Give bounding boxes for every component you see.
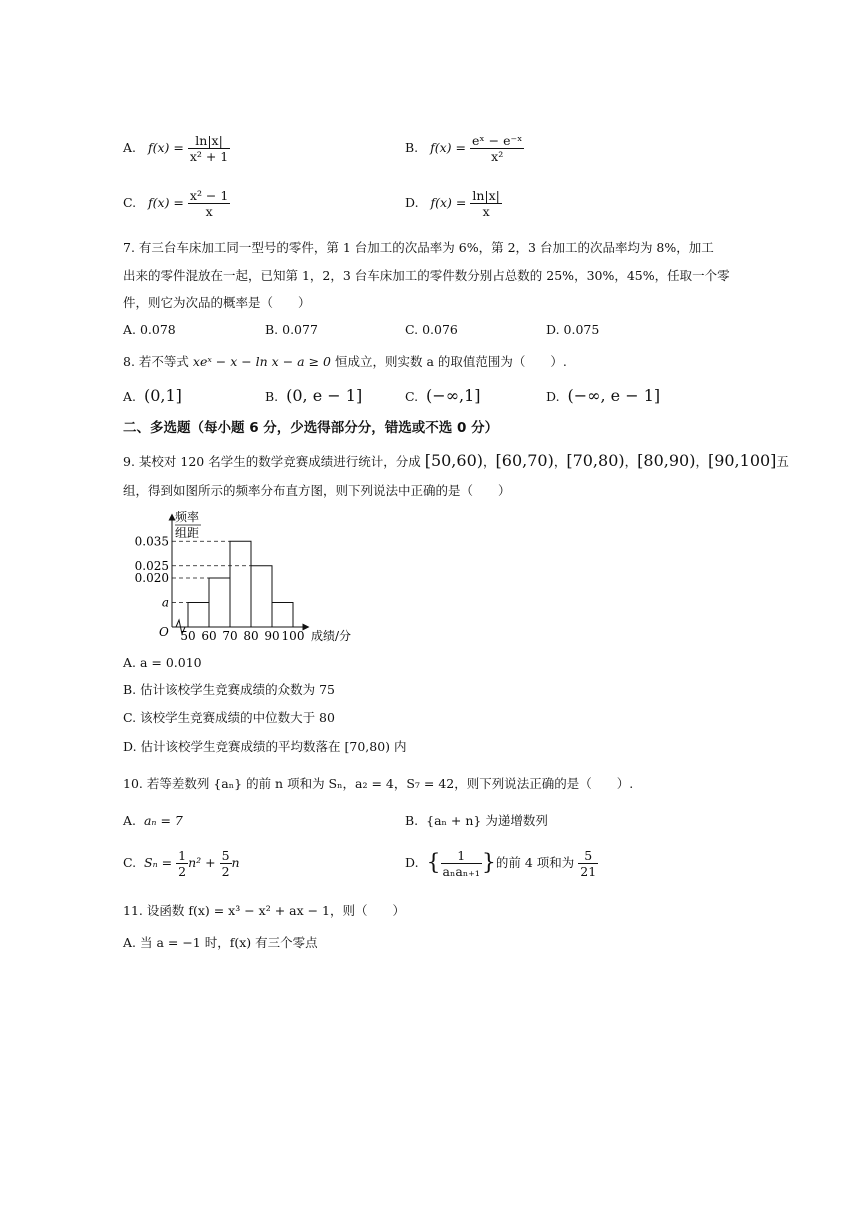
- hist-x-tick-label: 80: [243, 629, 259, 643]
- hist-x-tick-label: 50: [180, 629, 196, 643]
- numerator: 1: [441, 848, 482, 864]
- q9-stem-suffix: 五: [776, 454, 789, 469]
- option-label: D.: [546, 389, 560, 404]
- fraction: [176, 848, 188, 879]
- q9-group: [90,100]: [707, 451, 777, 470]
- y-label-bottom: 组距: [175, 526, 200, 540]
- numerator: ln|x|: [472, 188, 500, 203]
- fraction: [470, 188, 502, 219]
- q9-option-d: D. 估计该校学生竞赛成绩的平均数落在 [70,80) 内: [123, 739, 407, 754]
- option-label: C.: [123, 195, 137, 210]
- q9-stem-line-2: 组，得到如图所示的频率分布直方图，则下列说法中正确的是（ ）: [123, 483, 511, 498]
- q8-stem-prefix: 8. 若不等式: [123, 354, 189, 369]
- q6-option-c: [123, 188, 230, 219]
- hist-y-ticks: [135, 534, 169, 609]
- option-text: aₙ = 7: [143, 813, 183, 828]
- q7-stem-line-2: 出来的零件混放在一起，已知第 1，2，3 台车床加工的零件数分别占总数的 25%，30%，45%，任取一个零: [123, 268, 730, 283]
- y-label-top: 频率: [175, 510, 200, 524]
- hist-y-tick-label: 0.020: [134, 571, 169, 585]
- q7-option-d: D. 0.075: [546, 322, 600, 337]
- q9-group: [60,70): [495, 451, 554, 470]
- denominator: 21: [580, 864, 597, 879]
- numerator: 1: [178, 848, 187, 863]
- option-lhs: Sₙ =: [144, 855, 173, 870]
- hist-y-tick-label: a: [161, 595, 169, 610]
- hist-x-tick-label: 60: [201, 629, 217, 643]
- option-label: A.: [123, 813, 137, 828]
- option-mid: 的前 4 项和为: [495, 855, 575, 870]
- q9-stem-prefix: 9. 某校对 120 名学生的数学竞赛成绩进行统计，分成: [123, 454, 421, 469]
- fraction: [188, 133, 230, 164]
- frequency-histogram: [120, 505, 380, 645]
- q9-option-c: C. 该校学生竞赛成绩的中位数大于 80: [123, 710, 335, 725]
- option-label: A.: [123, 389, 137, 404]
- q9-option-a: A. a = 0.010: [123, 655, 202, 670]
- numerator: x² − 1: [189, 188, 229, 203]
- q9-stem-line-1: 9. 某校对 120 名学生的数学竞赛成绩进行统计，分成 [50,60)，[60,70)，[70,80)，[80,90)，[90,100]五: [123, 451, 789, 470]
- q8-option-c: [405, 388, 481, 405]
- q11-stem: 11. 设函数 f(x) = x³ − x² + ax − 1，则（ ）: [123, 903, 406, 918]
- fraction: [220, 848, 232, 879]
- fraction: [441, 848, 482, 879]
- numerator: 5: [221, 848, 230, 863]
- option-value: (0,1]: [143, 386, 182, 405]
- q7-option-a: A. 0.078: [123, 322, 176, 337]
- numerator: eˣ − e⁻ˣ: [471, 133, 523, 148]
- hist-bar: [188, 603, 209, 628]
- option-label: D.: [405, 855, 419, 870]
- q10-option-a: [123, 813, 183, 829]
- q10-option-c: [123, 848, 240, 879]
- option-mid: n² +: [188, 855, 216, 870]
- hist-bar: [272, 603, 293, 628]
- q7-option-b: B. 0.077: [265, 322, 318, 337]
- origin-label: O: [159, 625, 169, 639]
- q10-option-d: [405, 848, 598, 879]
- hist-bars: [188, 541, 293, 627]
- function-lhs: f(x) =: [148, 195, 184, 210]
- denominator: x: [482, 204, 490, 219]
- option-label: B.: [405, 813, 419, 828]
- option-label: D.: [405, 195, 419, 210]
- option-label: B.: [405, 140, 419, 155]
- q7-stem-line-3: 件，则它为次品的概率是（ ）: [123, 295, 311, 310]
- q8-inequality: xeˣ − x − ln x − a ≥ 0: [192, 354, 331, 369]
- function-lhs: f(x) =: [147, 140, 184, 155]
- q10-option-b: [405, 813, 548, 829]
- q8-option-b: [265, 388, 362, 405]
- option-value: (0, e − 1]: [286, 386, 363, 405]
- option-text: {aₙ + n} 为递增数列: [426, 813, 548, 828]
- numerator: 5: [578, 848, 598, 864]
- q8-option-d: [546, 388, 660, 405]
- hist-x-ticks: [180, 629, 304, 643]
- fraction: [578, 848, 598, 879]
- q9-group: [70,80): [566, 451, 625, 470]
- option-value: (−∞,1]: [426, 386, 481, 405]
- left-brace: {: [426, 850, 441, 876]
- hist-bar: [251, 566, 272, 627]
- q10-stem: 10. 若等差数列 {aₙ} 的前 n 项和为 Sₙ，a₂ = 4，S₇ = 42，则下列说法正确的是（ ）.: [123, 776, 634, 791]
- function-lhs: f(x) =: [430, 140, 466, 155]
- denominator: x: [205, 204, 213, 219]
- denominator: 2: [178, 864, 187, 879]
- hist-x-tick-label: 90: [264, 629, 280, 643]
- q9-group: [50,60): [424, 451, 483, 470]
- function-lhs: f(x) =: [430, 195, 467, 210]
- hist-y-tick-label: 0.025: [134, 558, 169, 573]
- q9-option-b: B. 估计该校学生竞赛成绩的众数为 75: [123, 682, 336, 697]
- fraction: [470, 133, 524, 164]
- hist-x-tick-label: 100: [281, 629, 305, 643]
- q8-stem-suffix: 恒成立，则实数 a 的取值范围为（ ）.: [334, 354, 567, 369]
- q11-option-a: A. 当 a = −1 时，f(x) 有三个零点: [123, 935, 318, 950]
- option-label: B.: [265, 389, 279, 404]
- hist-bar: [230, 541, 251, 627]
- hist-dashed-lines: [172, 541, 251, 602]
- option-label: C.: [123, 855, 137, 870]
- option-label: C.: [405, 389, 419, 404]
- q6-option-b: [405, 133, 524, 164]
- option-tail: n: [231, 855, 240, 870]
- denominator: x² + 1: [189, 149, 229, 164]
- q7-stem-line-1: 7. 有三台车床加工同一型号的零件，第 1 台加工的次品率为 6%，第 2，3 台加工的次品率均为 8%，加工: [123, 240, 714, 255]
- q9-group: [80,90): [637, 451, 696, 470]
- x-axis-label: 成绩/分: [311, 629, 352, 643]
- q6-option-a: [123, 133, 230, 164]
- fraction: [188, 188, 230, 219]
- section-title: 二、多选题（每小题 6 分，少选得部分分，错选或不选 0 分）: [123, 420, 499, 436]
- option-value: (−∞, e − 1]: [567, 386, 661, 405]
- q6-option-d: [405, 188, 502, 219]
- hist-x-tick-label: 70: [222, 629, 238, 643]
- option-label: A.: [123, 140, 137, 155]
- denominator: x²: [491, 149, 504, 164]
- q7-option-c: C. 0.076: [405, 322, 458, 337]
- hist-bar: [209, 578, 230, 627]
- denominator: 2: [221, 864, 230, 879]
- right-brace: }: [481, 850, 496, 876]
- hist-y-tick-label: 0.035: [134, 534, 169, 549]
- q8-option-a: [123, 388, 182, 405]
- numerator: ln|x|: [188, 133, 230, 149]
- denominator: aₙaₙ₊₁: [442, 864, 480, 879]
- q8-stem: [123, 354, 567, 370]
